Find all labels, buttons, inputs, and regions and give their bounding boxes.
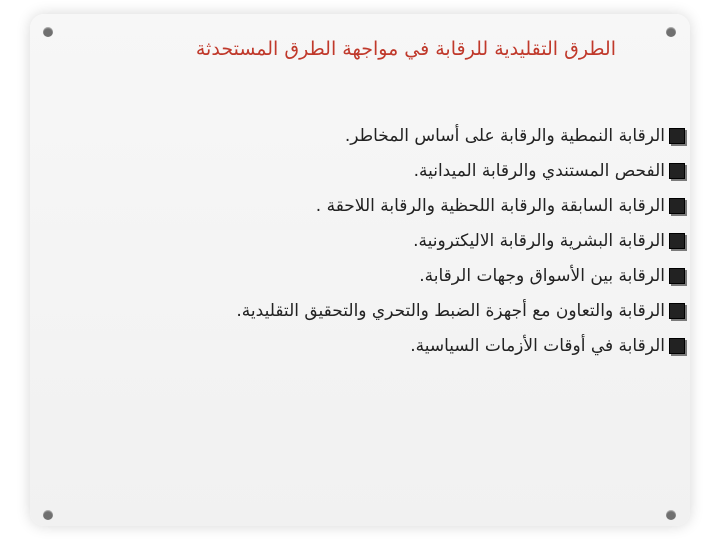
square-bullet-icon xyxy=(669,163,685,179)
bullet-item xyxy=(100,294,685,328)
slide-title: الطرق التقليدية للرقابة في مواجهة الطرق المستحدثة xyxy=(195,38,616,60)
bullet-text: الرقابة السابقة والرقابة اللحظية والرقابة اللاحقة . xyxy=(315,196,665,216)
square-bullet-icon xyxy=(669,268,685,284)
square-bullet-icon xyxy=(669,198,685,214)
corner-dot-icon xyxy=(666,27,676,37)
square-bullet-icon xyxy=(669,233,685,249)
bullet-text: الرقابة بين الأسواق وجهات الرقابة. xyxy=(419,266,665,286)
bullet-item xyxy=(100,224,685,258)
bullet-item xyxy=(100,189,685,223)
corner-dot-icon xyxy=(43,27,53,37)
bullet-text: الرقابة والتعاون مع أجهزة الضبط والتحري والتحقيق التقليدية. xyxy=(236,301,665,321)
square-bullet-icon xyxy=(669,338,685,354)
bullet-text: الرقابة البشرية والرقابة الاليكترونية. xyxy=(413,231,665,251)
bullet-text: الفحص المستندي والرقابة الميدانية. xyxy=(413,161,665,181)
square-bullet-icon xyxy=(669,128,685,144)
bullet-item xyxy=(100,259,685,293)
bullet-item xyxy=(100,154,685,188)
bullet-text: الرقابة النمطية والرقابة على أساس المخاطر. xyxy=(344,126,665,146)
bullet-item xyxy=(100,329,685,363)
square-bullet-icon xyxy=(669,303,685,319)
corner-dot-icon xyxy=(666,510,676,520)
bullet-item xyxy=(100,119,685,153)
corner-dot-icon xyxy=(43,510,53,520)
bullet-list xyxy=(100,119,685,364)
bullet-text: الرقابة في أوقات الأزمات السياسية. xyxy=(410,336,665,356)
